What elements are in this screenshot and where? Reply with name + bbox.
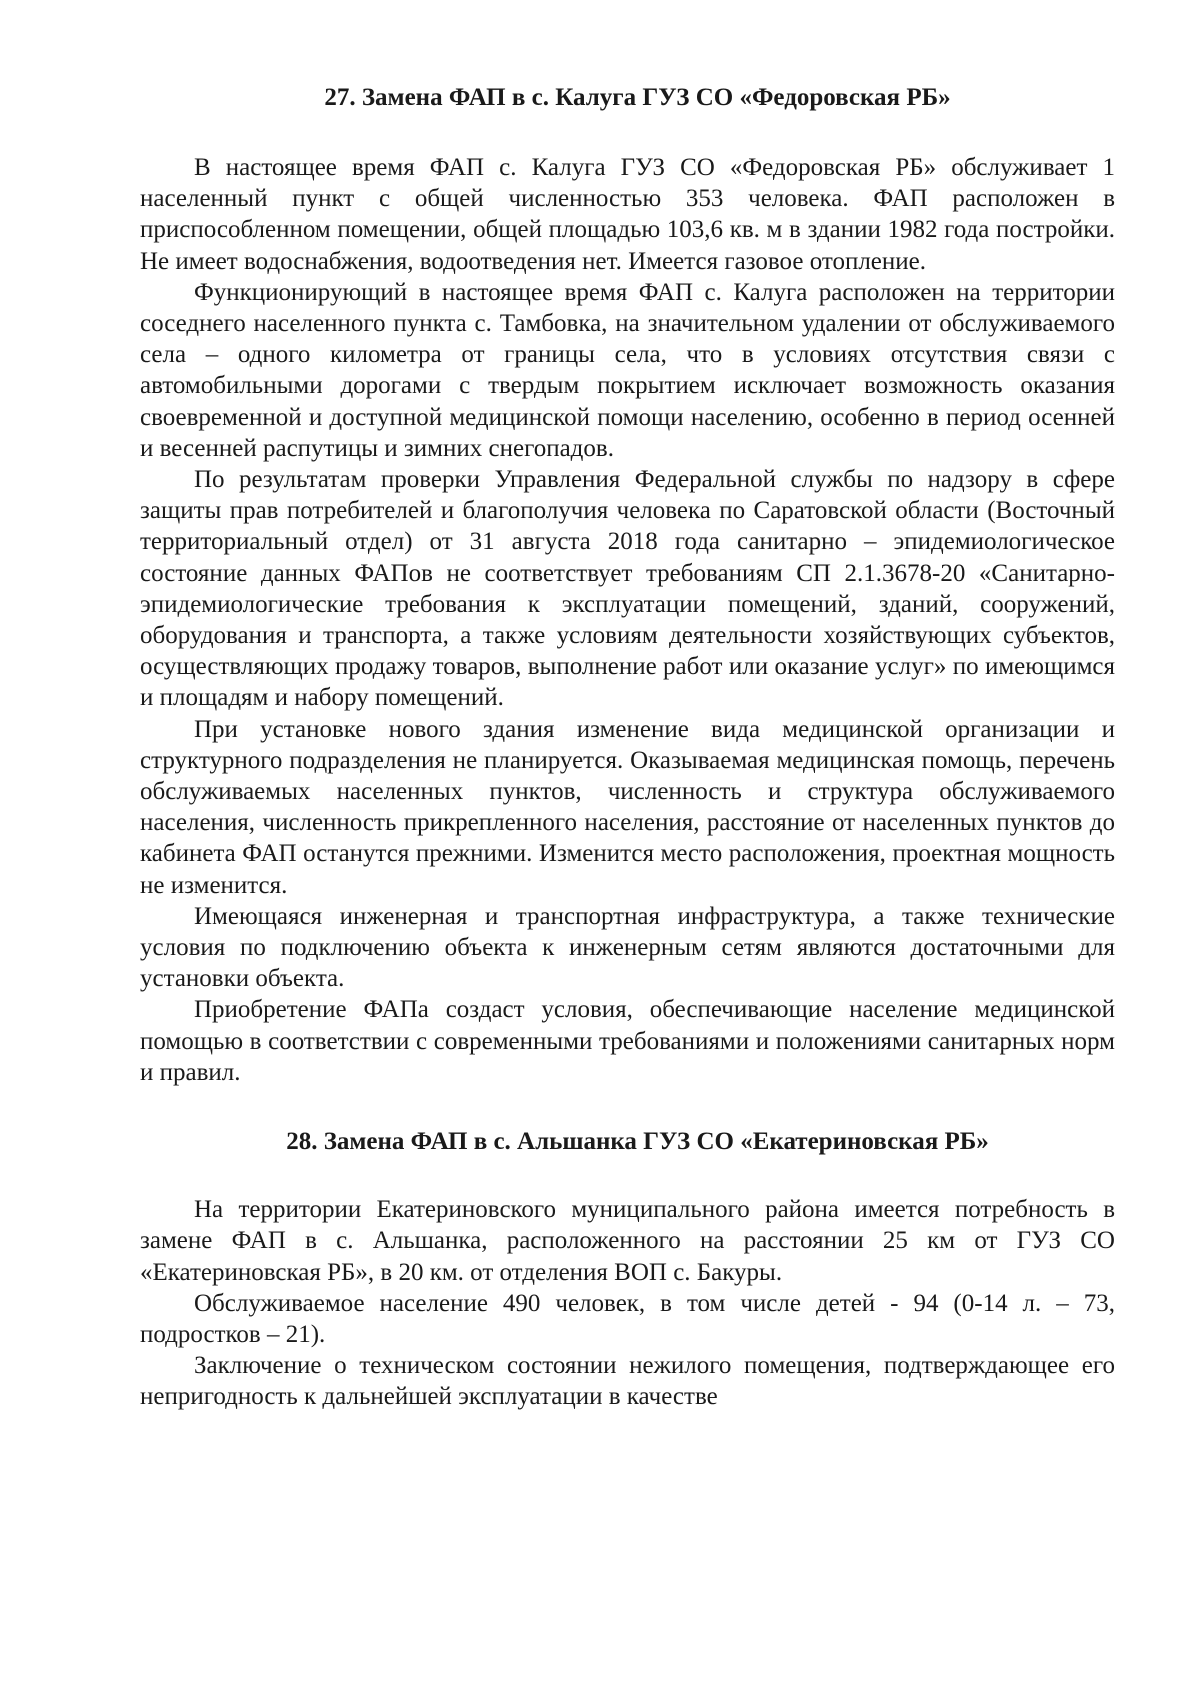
document-body bbox=[140, 82, 1115, 1413]
section-28-title: 28. Замена ФАП в с. Альшанка ГУЗ СО «Екатериновская РБ» bbox=[286, 1128, 989, 1156]
section-28-paragraph-2: Обслуживаемое население 490 человек, в том числе детей - 94 (0-14 л. – 73, подростков – 21). bbox=[140, 1289, 1115, 1348]
section-27-paragraph-4: При установке нового здания изменение вида медицинской организации и структурного подразделения не планируется. Оказываемая медицинская помощь, перечень обслуживаемых населенных пунктов, численность и структура обслуживаемого населения, численность прикрепленного населения, расстояние от населенных пунктов до кабинета ФАП останутся прежними. Изменится место расположения, проектная мощность не изменится. bbox=[140, 715, 1115, 899]
section-27-paragraph-1: В настоящее время ФАП с. Калуга ГУЗ СО «Федоровская РБ» обслуживает 1 населенный пункт с общей численностью 353 человека. ФАП расположен в приспособленном помещении, общей площадью 103,6 кв. м в здании 1982 года постройки. Не имеет водоснабжения, водоотведения нет. Имеется газовое отопление. bbox=[140, 154, 1115, 275]
section-28-paragraph-3: Заключение о техническом состоянии нежилого помещения, подтверждающее его непригодность к дальнейшей эксплуатации в качестве bbox=[140, 1352, 1115, 1411]
section-27-paragraph-5: Имеющаяся инженерная и транспортная инфраструктура, а также технические условия по подключению объекта к инженерным сетям являются достаточными для установки объекта. bbox=[140, 902, 1115, 993]
section-27-title: 27. Замена ФАП в с. Калуга ГУЗ СО «Федоровская РБ» bbox=[324, 84, 951, 111]
section-27-paragraph-2: Функционирующий в настоящее время ФАП с. Калуга расположен на территории соседнего населенного пункта с. Тамбовка, на значительном удалении от обслуживаемого села – одного километра от границы села, что в условиях отсутствия связи с автомобильными дорогами с твердым покрытием исключает возможность оказания своевременной и доступной медицинской помощи населению, особенно в период осенней и весенней распутицы и зимних снегопадов. bbox=[140, 278, 1115, 462]
section-27 bbox=[140, 82, 1115, 1088]
section-28 bbox=[140, 1126, 1115, 1412]
section-27-paragraph-6: Приобретение ФАПа создаст условия, обеспечивающие население медицинской помощью в соответствии с современными требованиями и положениями санитарных норм и правил. bbox=[140, 996, 1115, 1086]
section-28-paragraph-1: На территории Екатериновского муниципального района имеется потребность в замене ФАП в с. Альшанка, расположенного на расстоянии 25 км от ГУЗ СО «Екатериновская РБ», в 20 км. от отделения ВОП с. Бакуры. bbox=[140, 1196, 1115, 1286]
section-27-paragraph-3: По результатам проверки Управления Федеральной службы по надзору в сфере защиты прав потребителей и благополучия человека по Саратовской области (Восточный территориальный отдел) от 31 августа 2018 года санитарно – эпидемиологическое состояние данных ФАПов не соответствует требованиям СП 2.1.3678-20 «Санитарно-эпидемиологические требования к эксплуатации помещений, зданий, сооружений, оборудования и транспорта, а также условиям деятельности хозяйствующих субъектов, осуществляющих продажу товаров, выполнение работ или оказание услуг» по имеющимся и площадям и набору помещений. bbox=[140, 466, 1115, 712]
